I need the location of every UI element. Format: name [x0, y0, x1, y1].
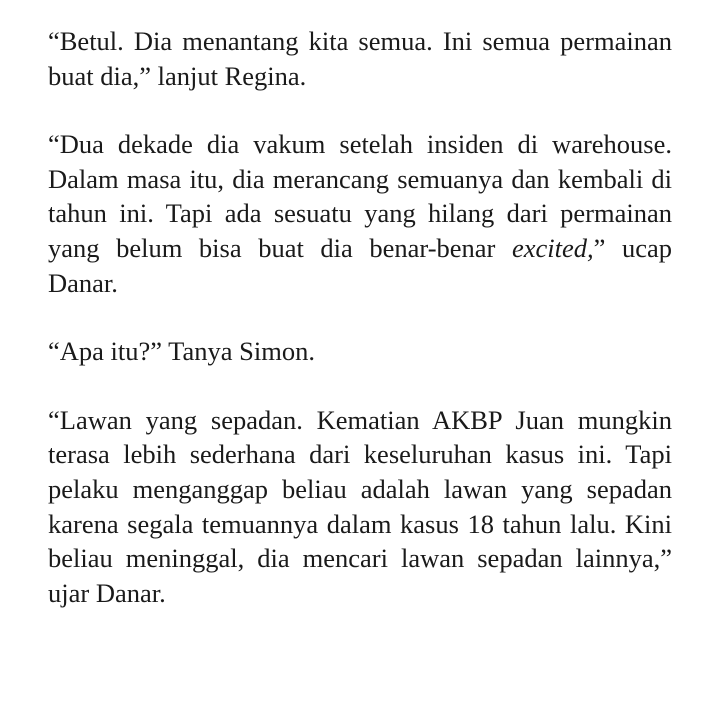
- paragraph-simon: “Apa itu?” Tanya Simon.: [48, 336, 316, 367]
- paragraph-regina: “Betul. Dia menantang kita semua. Ini semua permainan buat dia,” lanjut Regina.: [48, 26, 672, 91]
- paragraph-danar-2: “Lawan yang sepadan. Kematian AKBP Juan mungkin terasa lebih sederhana dari keseluruhan kasus ini. Tapi pelaku menganggap beliau adalah lawan yang sepadan karena segala temuannya dalam kasus 18 tahun lalu. Kini beliau meninggal, dia mencari lawan sepadan lainnya,” ujar Danar.: [48, 404, 672, 608]
- paragraph-danar-1: [48, 127, 672, 300]
- paragraph-text: “Dua dekade dia vakum setelah insiden di warehouse. Dalam masa itu, dia merancang semuanya dan kembali di tahun ini. Tapi ada sesuatu yang hilang dari permainan yang belum bisa buat dia benar-benar: [48, 129, 672, 263]
- book-page: [48, 24, 672, 644]
- italic-word: excited,: [511, 232, 594, 263]
- paragraph-text-end: ” ucap Danar.: [48, 232, 672, 298]
